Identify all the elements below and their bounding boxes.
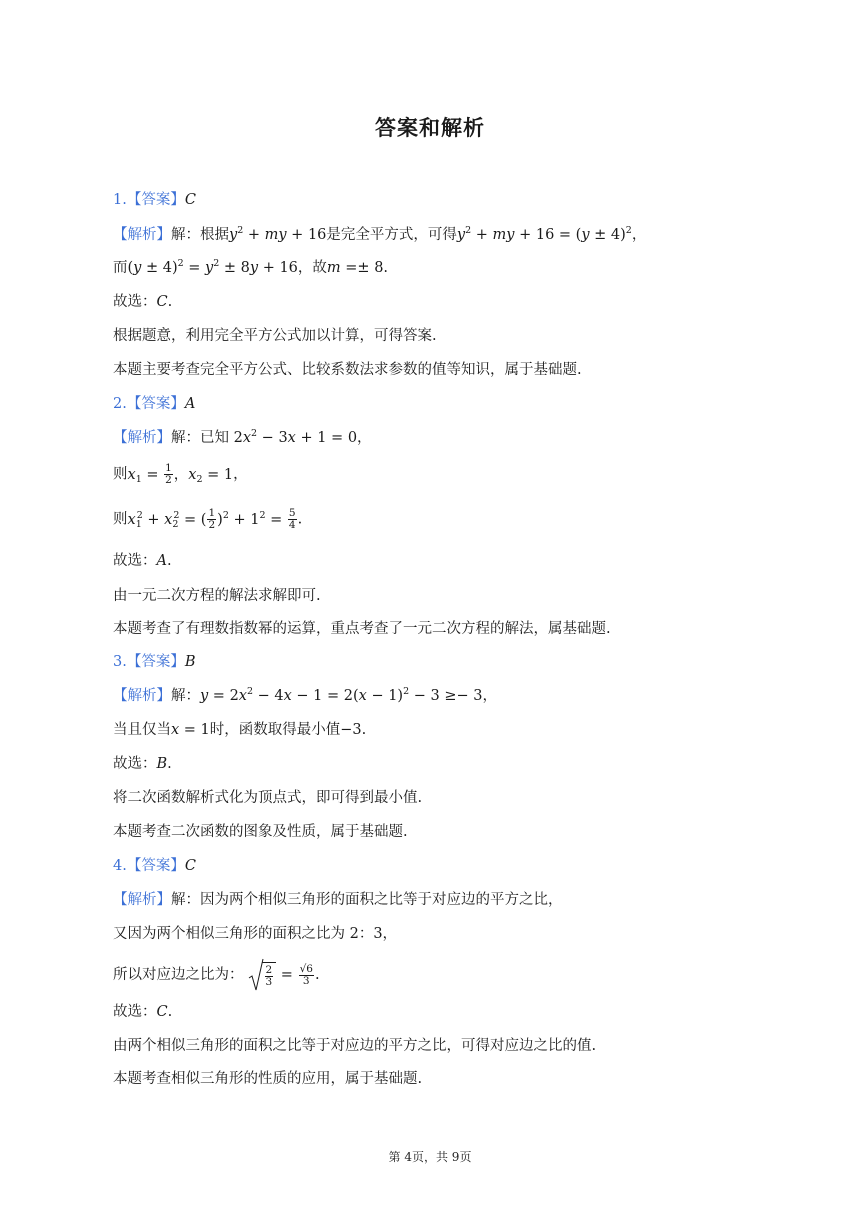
q4-choice-label: 故选： xyxy=(113,1004,157,1020)
q3-text: 解： xyxy=(171,688,200,704)
q2-number: 2. xyxy=(113,396,127,412)
page-footer: 第 4页，共 9页 xyxy=(388,1150,472,1164)
q1-answer: C xyxy=(184,192,196,208)
q3-analysis-line1: 【解析】解：$y = 2x^2 - 4x - 1 = 2(x - 1)^2 - 3 \ge- 3$， xyxy=(113,686,497,704)
q2-choice-label: 故选： xyxy=(113,553,157,569)
q3-text: 时，函数取得最小值 xyxy=(209,722,341,738)
q3-answer-line xyxy=(113,652,196,672)
q2-expr3: $x_1^2 + x_2^2$ = ( $\frac{1}{2}$ )$^2 + 1^2$ = $\frac{5}{4}$ xyxy=(127,507,296,531)
q3-choice: B xyxy=(156,756,168,772)
q3-summary: 本题考查二次函数的图象及性质，属于基础题. xyxy=(113,824,408,840)
q1-method: 根据题意，利用完全平方公式加以计算，可得答案. xyxy=(113,328,437,344)
q1-choice-label: 故选： xyxy=(113,294,157,310)
q4-number: 4. xyxy=(113,858,127,874)
q2-answer-tag: 【答案】 xyxy=(126,396,185,412)
q1-expr3: $(y \pm 4)^2 = y^2 \pm 8y + 16$ xyxy=(127,258,298,276)
q3-number: 3. xyxy=(113,654,127,670)
q3-analysis-line2: 当且仅当x = 1时，函数取得最小值−3. xyxy=(113,722,367,738)
q2-choice: A xyxy=(156,553,167,569)
q3-expr3: −3 xyxy=(340,722,362,738)
q1-choice: C xyxy=(156,294,168,310)
page-title: 答案和解析 xyxy=(375,116,485,140)
q1-text: 是完全平方式，可得 xyxy=(326,227,457,243)
q3-method: 将二次函数解析式化为顶点式，即可得到最小值. xyxy=(113,790,423,806)
q2-analysis-line2: 则$x_1$ = $\frac{1}{2}$ ，$x_2 = 1$， xyxy=(113,462,248,486)
q1-answer-tag: 【答案】 xyxy=(126,192,185,208)
q4-choice: C xyxy=(156,1004,168,1020)
q1-text: 解：根据 xyxy=(171,227,229,243)
q1-analysis-line1: 【解析】解：根据$y^2$ + my + 16是完全平方式，可得$y^2$ + my + $16 = (y \pm 4)^2$， xyxy=(113,225,647,243)
q1-expr2: $y^2$ + my + $16 = (y \pm 4)^2$ xyxy=(456,225,632,243)
q2-text: 则 xyxy=(113,511,128,528)
q2-method: 由一元二次方程的解法求解即可. xyxy=(113,588,321,604)
q2-analysis-line1: 【解析】解：已知 $2x^2 - 3x + 1 = 0$， xyxy=(113,428,372,446)
q2-text: 则 xyxy=(113,466,128,483)
q1-expr1: $y^2$ + my + 16 xyxy=(229,225,327,243)
q4-analysis-line1 xyxy=(113,890,563,910)
q2-text: 解：已知 xyxy=(171,430,229,446)
q4-analysis-line2: 又因为两个相似三角形的面积之比为 2：3， xyxy=(113,926,398,942)
q3-choice-label: 故选： xyxy=(113,756,157,772)
q4-analysis-tag: 【解析】 xyxy=(113,892,171,908)
q1-analysis-tag: 【解析】 xyxy=(113,227,171,243)
q4-answer: C xyxy=(184,858,196,874)
q1-choice-line: 故选：C. xyxy=(113,294,173,310)
q2-choice-line: 故选：A. xyxy=(113,553,172,569)
q4-method: 由两个相似三角形的面积之比等于对应边的平方之比，可得对应边之比的值. xyxy=(113,1038,597,1054)
q3-choice-line: 故选：B. xyxy=(113,756,172,772)
q2-analysis-line3: 则$x_1^2 + x_2^2$ = ( $\frac{1}{2}$ )$^2 + 1^2$ = $\frac{5}{4}$ . xyxy=(113,507,303,531)
q4-summary: 本题考查相似三角形的性质的应用，属于基础题. xyxy=(113,1071,423,1087)
q1-answer-line xyxy=(113,190,196,210)
q1-expr4: m =± 8 xyxy=(326,260,384,276)
q4-choice-line: 故选：C. xyxy=(113,1004,173,1020)
q4-sqrt: $\frac{2}{3}$ xyxy=(248,962,277,988)
q1-number: 1. xyxy=(113,192,127,208)
q1-summary: 本题主要考查完全平方公式、比较系数法求参数的值等知识，属于基础题. xyxy=(113,362,582,378)
q2-expr2: $x_1$ = $\frac{1}{2}$ ，$x_2 = 1$ xyxy=(127,462,234,486)
q3-analysis-tag: 【解析】 xyxy=(113,688,171,704)
q1-analysis-line2: 而$(y \pm 4)^2 = y^2 \pm 8y + 16$，故m =± 8. xyxy=(113,258,389,276)
q4-analysis-line3: 所以对应边之比为： $\frac{2}{3}$ = $\frac{√6}{3}$ . xyxy=(113,962,320,988)
q3-answer-tag: 【答案】 xyxy=(126,654,185,670)
q2-summary: 本题考查了有理数指数幂的运算，重点考查了一元二次方程的解法，属基础题. xyxy=(113,621,611,637)
q3-expr2: x = 1 xyxy=(171,722,210,738)
q3-answer: B xyxy=(184,654,196,670)
q1-text: ，故 xyxy=(297,260,327,276)
q4-answer-line xyxy=(113,856,196,876)
q4-answer-tag: 【答案】 xyxy=(126,858,185,874)
q2-expr1: $2x^2 - 3x + 1 = 0$ xyxy=(229,428,358,446)
q2-answer-line xyxy=(113,394,195,414)
q3-text: 当且仅当 xyxy=(113,722,171,738)
q1-text: 而 xyxy=(113,260,128,276)
q3-expr1: $y = 2x^2 - 4x - 1 = 2(x - 1)^2 - 3 \ge- 3$ xyxy=(200,686,483,704)
q4-result: $\frac{√6}{3}$ xyxy=(299,962,313,987)
q4-text: 所以对应边之比为： xyxy=(113,967,244,983)
q2-answer: A xyxy=(184,396,196,412)
q4-text: 解：因为两个相似三角形的面积之比等于对应边的平方之比， xyxy=(171,892,563,908)
q2-analysis-tag: 【解析】 xyxy=(113,430,171,446)
